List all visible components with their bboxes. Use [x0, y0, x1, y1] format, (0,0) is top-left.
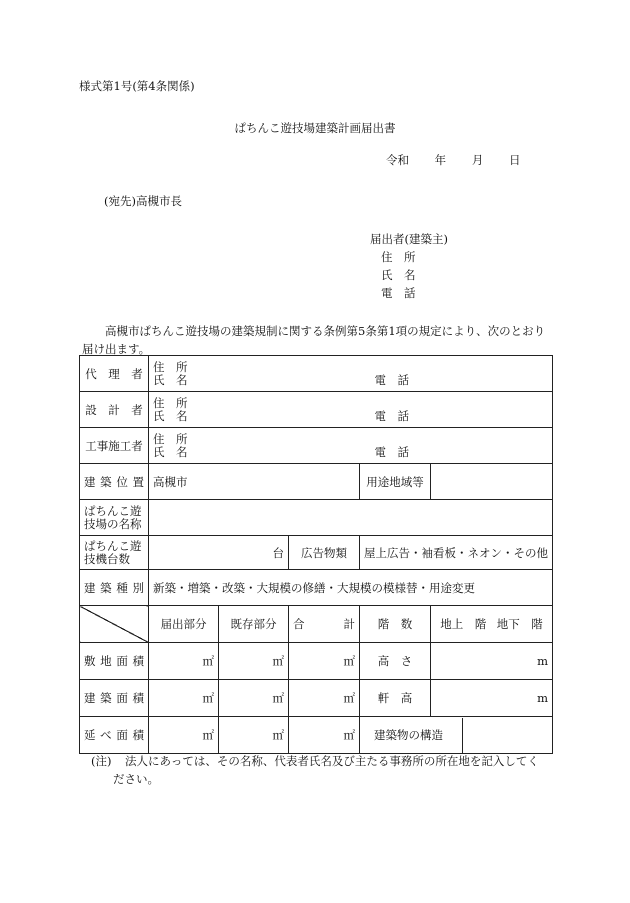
site-area-label [80, 643, 149, 680]
eaves-label: 軒 高 [360, 680, 431, 717]
structure-cell [360, 717, 553, 754]
height-unit: m [431, 643, 553, 680]
contractor-name-row [153, 446, 548, 459]
table-row-columns [80, 606, 553, 643]
note-line-2: ださい。 [113, 772, 159, 786]
date-month: 月 [471, 153, 484, 167]
date-year: 年 [434, 153, 447, 167]
floor-area-existing-unit: ㎡ [219, 717, 289, 754]
date-line [386, 152, 520, 168]
contractor-address-label: 住 所 [153, 431, 188, 446]
designer-fields [149, 392, 553, 428]
designer-label: 設 計 者 [80, 392, 149, 428]
col-total [289, 606, 360, 643]
agent-address-label: 住 所 [153, 359, 188, 374]
table-row-location [80, 464, 553, 500]
contractor-name-label: 氏 名 [153, 444, 188, 459]
col-total-a: 合 [293, 617, 305, 631]
corner-diagonal [80, 606, 149, 643]
floor-area-reported-unit: ㎡ [149, 717, 219, 754]
eaves-unit: m [431, 680, 553, 717]
building-area-label [80, 680, 149, 717]
intro-line-2: 届け出ます。 [82, 342, 151, 356]
table-row-agent [80, 356, 553, 392]
height-label: 高 さ [360, 643, 431, 680]
floor-area-label-text: 延 べ 面 積 [84, 728, 144, 742]
applicant-address: 住 所 [381, 250, 416, 264]
intro-line-1: 高槻市ぱちんこ遊技場の建築規制に関する条例第5条第1項の規定により、次のとおり [105, 324, 546, 338]
floor-area-total-unit: ㎡ [289, 717, 360, 754]
floors-label: 階 数 [360, 606, 431, 643]
type-options: 新築・増築・改築・大規模の修繕・大規模の模様替・用途変更 [149, 570, 553, 606]
col-reported: 届出部分 [149, 606, 219, 643]
building-area-label-text: 建 築 面 積 [84, 691, 144, 705]
location-value: 高槻市 [149, 464, 360, 500]
note-line-1: 法人にあっては、その名称、代表者氏名及び主たる事務所の所在地を記入してく [125, 754, 539, 768]
agent-name-label: 氏 名 [153, 372, 188, 387]
table-row-site-area [80, 643, 553, 680]
applicant-name: 氏 名 [381, 268, 416, 282]
floors-value [431, 606, 553, 643]
applicant-heading: 届出者(建築主) [370, 232, 448, 246]
site-area-total-unit: ㎡ [289, 643, 360, 680]
site-area-reported-unit: ㎡ [149, 643, 219, 680]
designer-name-row [153, 410, 548, 423]
page-title: ぱちんこ遊技場建築計画届出書 [234, 121, 396, 135]
floors-below: 地下 階 [496, 617, 543, 631]
type-label [80, 570, 149, 606]
table-row-type [80, 570, 553, 606]
col-total-b: 計 [343, 617, 355, 631]
ad-options: 屋上広告・袖看板・ネオン・その他 [360, 536, 553, 570]
form-number: 様式第1号(第4条関係) [79, 79, 195, 93]
type-label-text: 建 築 種 別 [84, 580, 144, 595]
table-row-contractor [80, 428, 553, 464]
zoning-value [431, 464, 553, 500]
machines-label [80, 536, 149, 570]
agent-fields [149, 356, 553, 392]
machines-label-2: 技機台数 [84, 551, 130, 566]
designer-phone-label: 電 話 [374, 408, 409, 423]
site-area-existing-unit: ㎡ [219, 643, 289, 680]
parlor-name-label-2: 技場の名称 [84, 516, 142, 531]
floors-above: 地上 階 [440, 617, 487, 631]
parlor-name-label [80, 500, 149, 536]
table-row-building-area [80, 680, 553, 717]
date-era: 令和 [386, 153, 409, 167]
machines-units: 台 [149, 536, 289, 570]
zoning-label: 用途地域等 [360, 464, 431, 500]
table-row-designer [80, 392, 553, 428]
col-existing: 既存部分 [219, 606, 289, 643]
floor-area-label [80, 717, 149, 754]
note-label: (注) [91, 754, 112, 768]
designer-name-label: 氏 名 [153, 408, 188, 423]
building-area-existing-unit: ㎡ [219, 680, 289, 717]
designer-address-label: 住 所 [153, 395, 188, 410]
parlor-name-label-1: ぱちんこ遊 [84, 503, 142, 518]
table-row-floor-area [80, 717, 553, 754]
machines-label-1: ぱちんこ遊 [84, 538, 142, 553]
agent-name-row [153, 374, 548, 387]
applicant-phone: 電 話 [381, 286, 416, 300]
parlor-name-value [149, 500, 553, 536]
building-area-reported-unit: ㎡ [149, 680, 219, 717]
building-area-total-unit: ㎡ [289, 680, 360, 717]
contractor-fields [149, 428, 553, 464]
site-area-label-text: 敷 地 面 積 [84, 654, 144, 668]
date-day: 日 [508, 153, 521, 167]
agent-label: 代 理 者 [80, 356, 149, 392]
form-table [79, 355, 553, 754]
contractor-label: 工事施工者 [80, 428, 149, 464]
structure-label: 建築物の構造 [360, 718, 463, 753]
contractor-phone-label: 電 話 [374, 444, 409, 459]
addressee: (宛先)高槻市長 [104, 194, 182, 208]
location-label-text: 建 築 位 置 [84, 474, 144, 489]
agent-phone-label: 電 話 [374, 372, 409, 387]
location-label [80, 464, 149, 500]
ad-label: 広告物類 [289, 536, 360, 570]
table-row-parlor-name [80, 500, 553, 536]
table-row-machines [80, 536, 553, 570]
